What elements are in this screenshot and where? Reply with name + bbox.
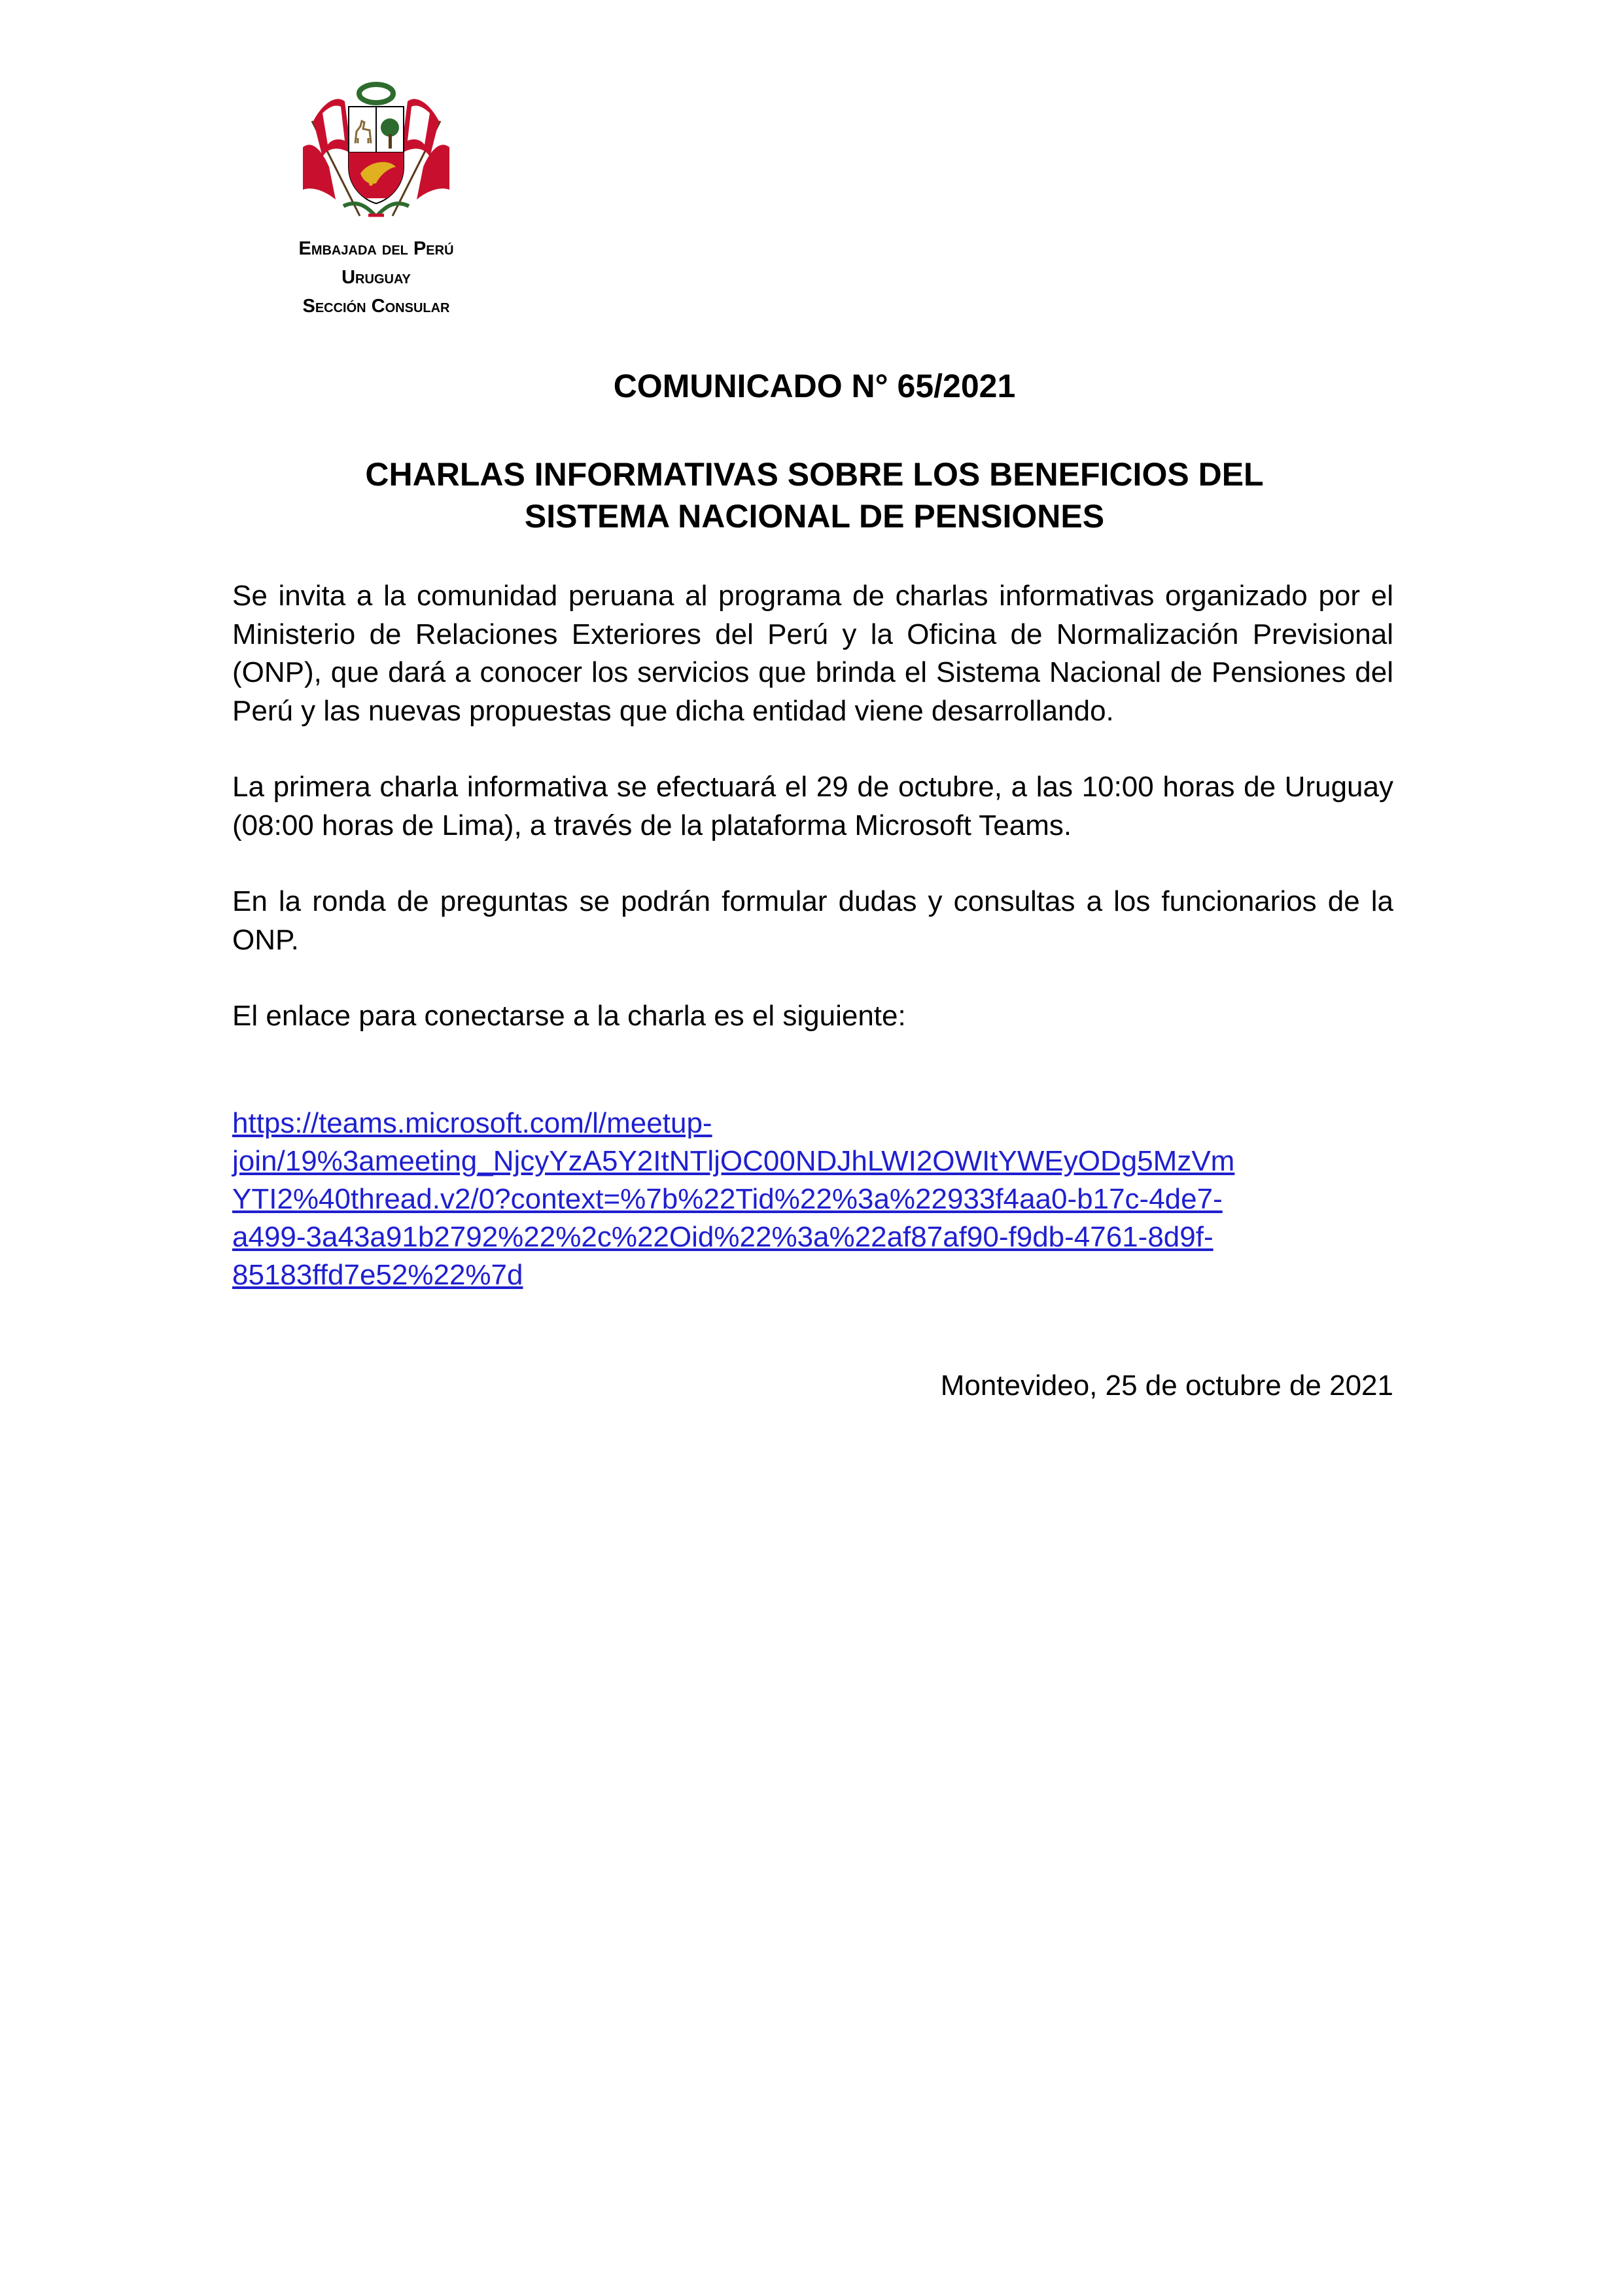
embassy-section: Sección Consular: [302, 296, 450, 317]
paragraph-invitation: Se invita a la comunidad peruana al programa de charlas informativas organizado por el Ministerio de Relaciones Exteriores del Perú y la Oficina de Normalización Previsional (ONP), que dará a conocer los servicios que brinda el Sistema Nacional de Pensiones del Perú y las nuevas propuestas que dicha entidad viene desarrollando.: [232, 580, 1393, 727]
teams-meeting-link[interactable]: [232, 1104, 1410, 1294]
embassy-country: Uruguay: [341, 267, 411, 288]
document-number: COMUNICADO N° 65/2021: [613, 368, 1016, 404]
title-line: CHARLAS INFORMATIVAS SOBRE LOS BENEFICIOS DEL: [365, 456, 1264, 493]
link-line: https://teams.microsoft.com/l/meetup-: [232, 1107, 712, 1139]
link-line: YTI2%40thread.v2/0?context=%7b%22Tid%22%3a%22933f4aa0-b17c-4de7-: [232, 1183, 1223, 1215]
embassy-name: Embajada del Perú: [298, 238, 454, 259]
title-line: SISTEMA NACIONAL DE PENSIONES: [524, 498, 1105, 535]
document-body: [232, 577, 1393, 1074]
place-and-date: Montevideo, 25 de octubre de 2021: [940, 1369, 1393, 1402]
document-title: [232, 453, 1397, 537]
coat-of-arms-of-peru-icon: [298, 75, 455, 227]
link-line: a499-3a43a91b2792%22%2c%22Oid%22%3a%22af87af90-f9db-4761-8d9f-: [232, 1221, 1213, 1253]
paragraph-link-intro: El enlace para conectarse a la charla es el siguiente:: [232, 1000, 906, 1032]
link-line: join/19%3ameeting_NjcyYzA5Y2ItNTljOC00NDJhLWI2OWItYWEyODg5MzVm: [232, 1145, 1235, 1177]
paragraph-schedule: La primera charla informativa se efectuará el 29 de octubre, a las 10:00 horas de Uruguay (08:00 horas de Lima), a través de la plataforma Microsoft Teams.: [232, 771, 1393, 841]
paragraph-questions: En la ronda de preguntas se podrán formular dudas y consultas a los funcionarios de la ONP.: [232, 885, 1393, 956]
link-line: 85183ffd7e52%22%7d: [232, 1259, 523, 1291]
embassy-header: [216, 234, 536, 321]
